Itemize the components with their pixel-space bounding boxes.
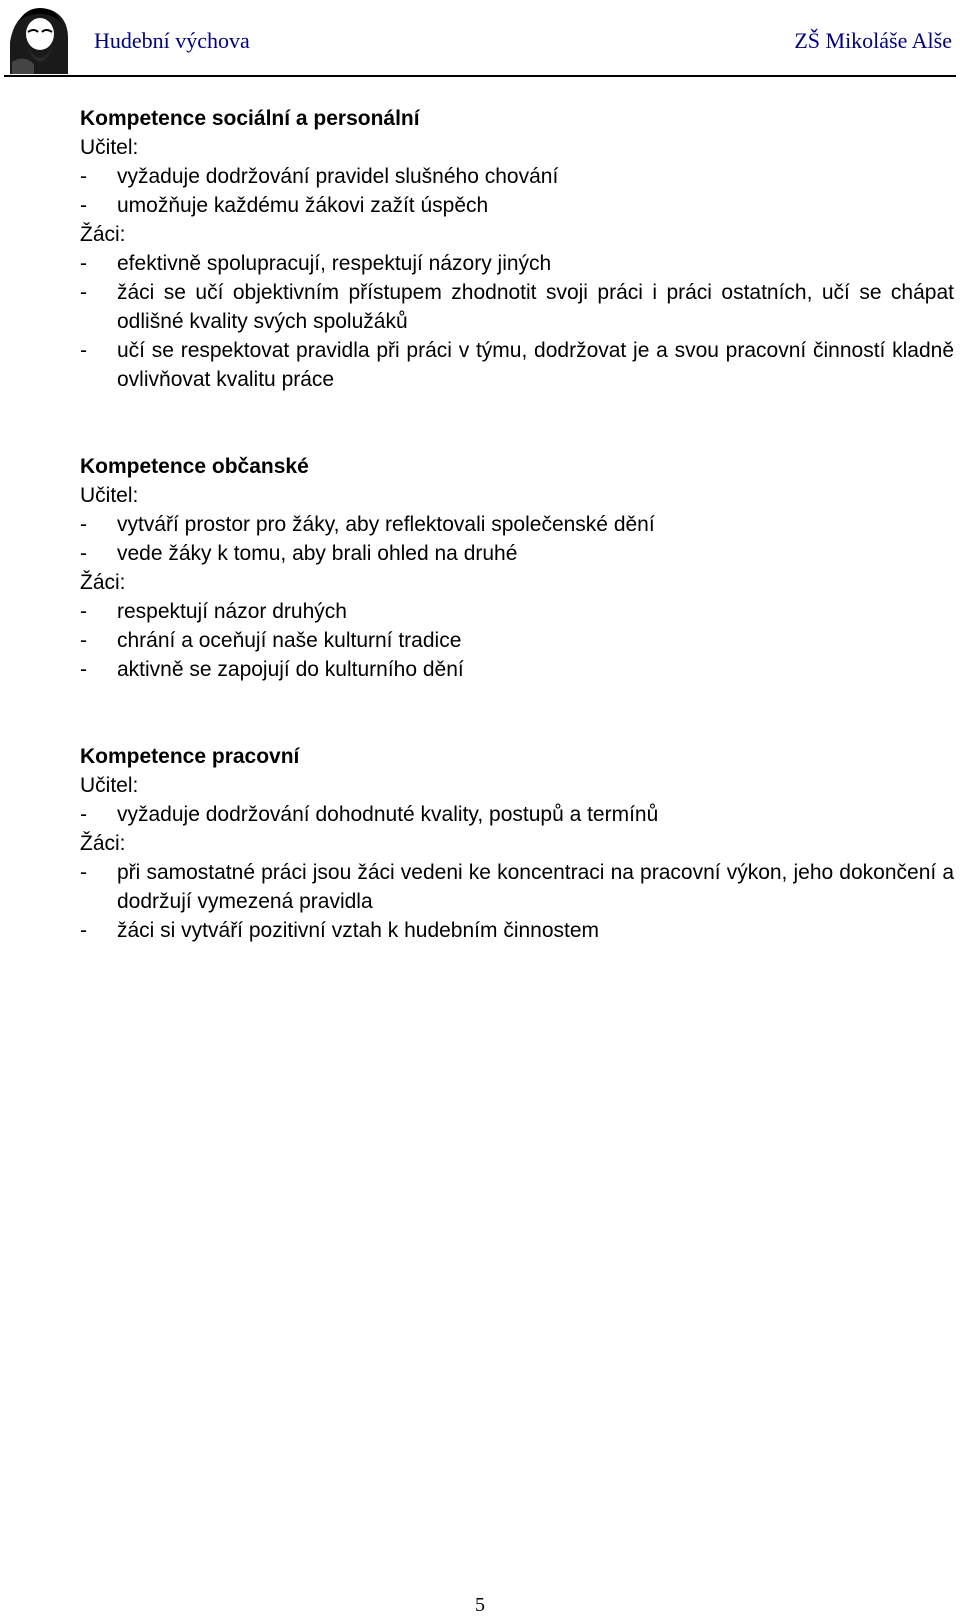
section-civic [80,452,954,684]
list-item: - umožňuje každému žákovi zažít úspěch [80,191,954,220]
list-item: - vede žáky k tomu, aby brali ohled na druhé [80,539,954,568]
list-item: - respektují názor druhých [80,597,954,626]
page-number: 5 [475,1594,485,1616]
list-marker: - [80,919,87,942]
students-label: Žáci: [80,571,126,594]
header-school: ZŠ Mikoláše Alše [794,28,952,53]
list-item: - učí se respektovat pravidla při práci v týmu, dodržovat je a svou pracovní činností kladně ovlivňovat kvalitu práce [80,336,954,394]
list-item: - vytváří prostor pro žáky, aby reflektovali společenské dění [80,510,954,539]
list-marker: - [80,165,87,188]
teacher-label: Učitel: [80,484,139,507]
students-label: Žáci: [80,832,126,855]
list-item: - chrání a oceňují naše kulturní tradice [80,626,954,655]
list-marker: - [80,194,87,217]
list-marker: - [80,542,87,565]
list-item: - vyžaduje dodržování dohodnuté kvality, postupů a termínů [80,800,954,829]
teacher-label: Učitel: [80,774,139,797]
header-subject: Hudební výchova [94,28,250,53]
list-item: - efektivně spolupracují, respektují názory jiných [80,249,954,278]
list-marker: - [80,513,87,536]
students-label: Žáci: [80,223,126,246]
list-marker: - [80,252,87,275]
list-marker: - [80,658,87,681]
portrait-logo-icon [4,2,74,76]
list-marker: - [80,629,87,652]
section-social-personal [80,104,954,394]
list-item: - žáci se učí objektivním přístupem zhodnotit svoji práci i práci ostatních, učí se chápat odlišné kvality svých spolužáků [80,278,954,336]
list-marker: - [80,803,87,826]
section-work [80,742,954,945]
list-item: - žáci si vytváří pozitivní vztah k hudebním činnostem [80,916,954,945]
list-item: - aktivně se zapojují do kulturního dění [80,655,954,684]
section-title: Kompetence občanské [80,455,309,478]
page-header [0,0,960,80]
section-title: Kompetence pracovní [80,745,300,768]
section-title: Kompetence sociální a personální [80,107,420,130]
list-marker: - [80,339,87,362]
document-body [80,104,954,1003]
list-item: - při samostatné práci jsou žáci vedeni ke koncentraci na pracovní výkon, jeho dokončení a dodržují vymezená pravidla [80,858,954,916]
teacher-label: Učitel: [80,136,139,159]
list-marker: - [80,600,87,623]
list-marker: - [80,281,87,304]
header-divider [4,75,956,77]
list-item: - vyžaduje dodržování pravidel slušného chování [80,162,954,191]
list-marker: - [80,861,87,884]
